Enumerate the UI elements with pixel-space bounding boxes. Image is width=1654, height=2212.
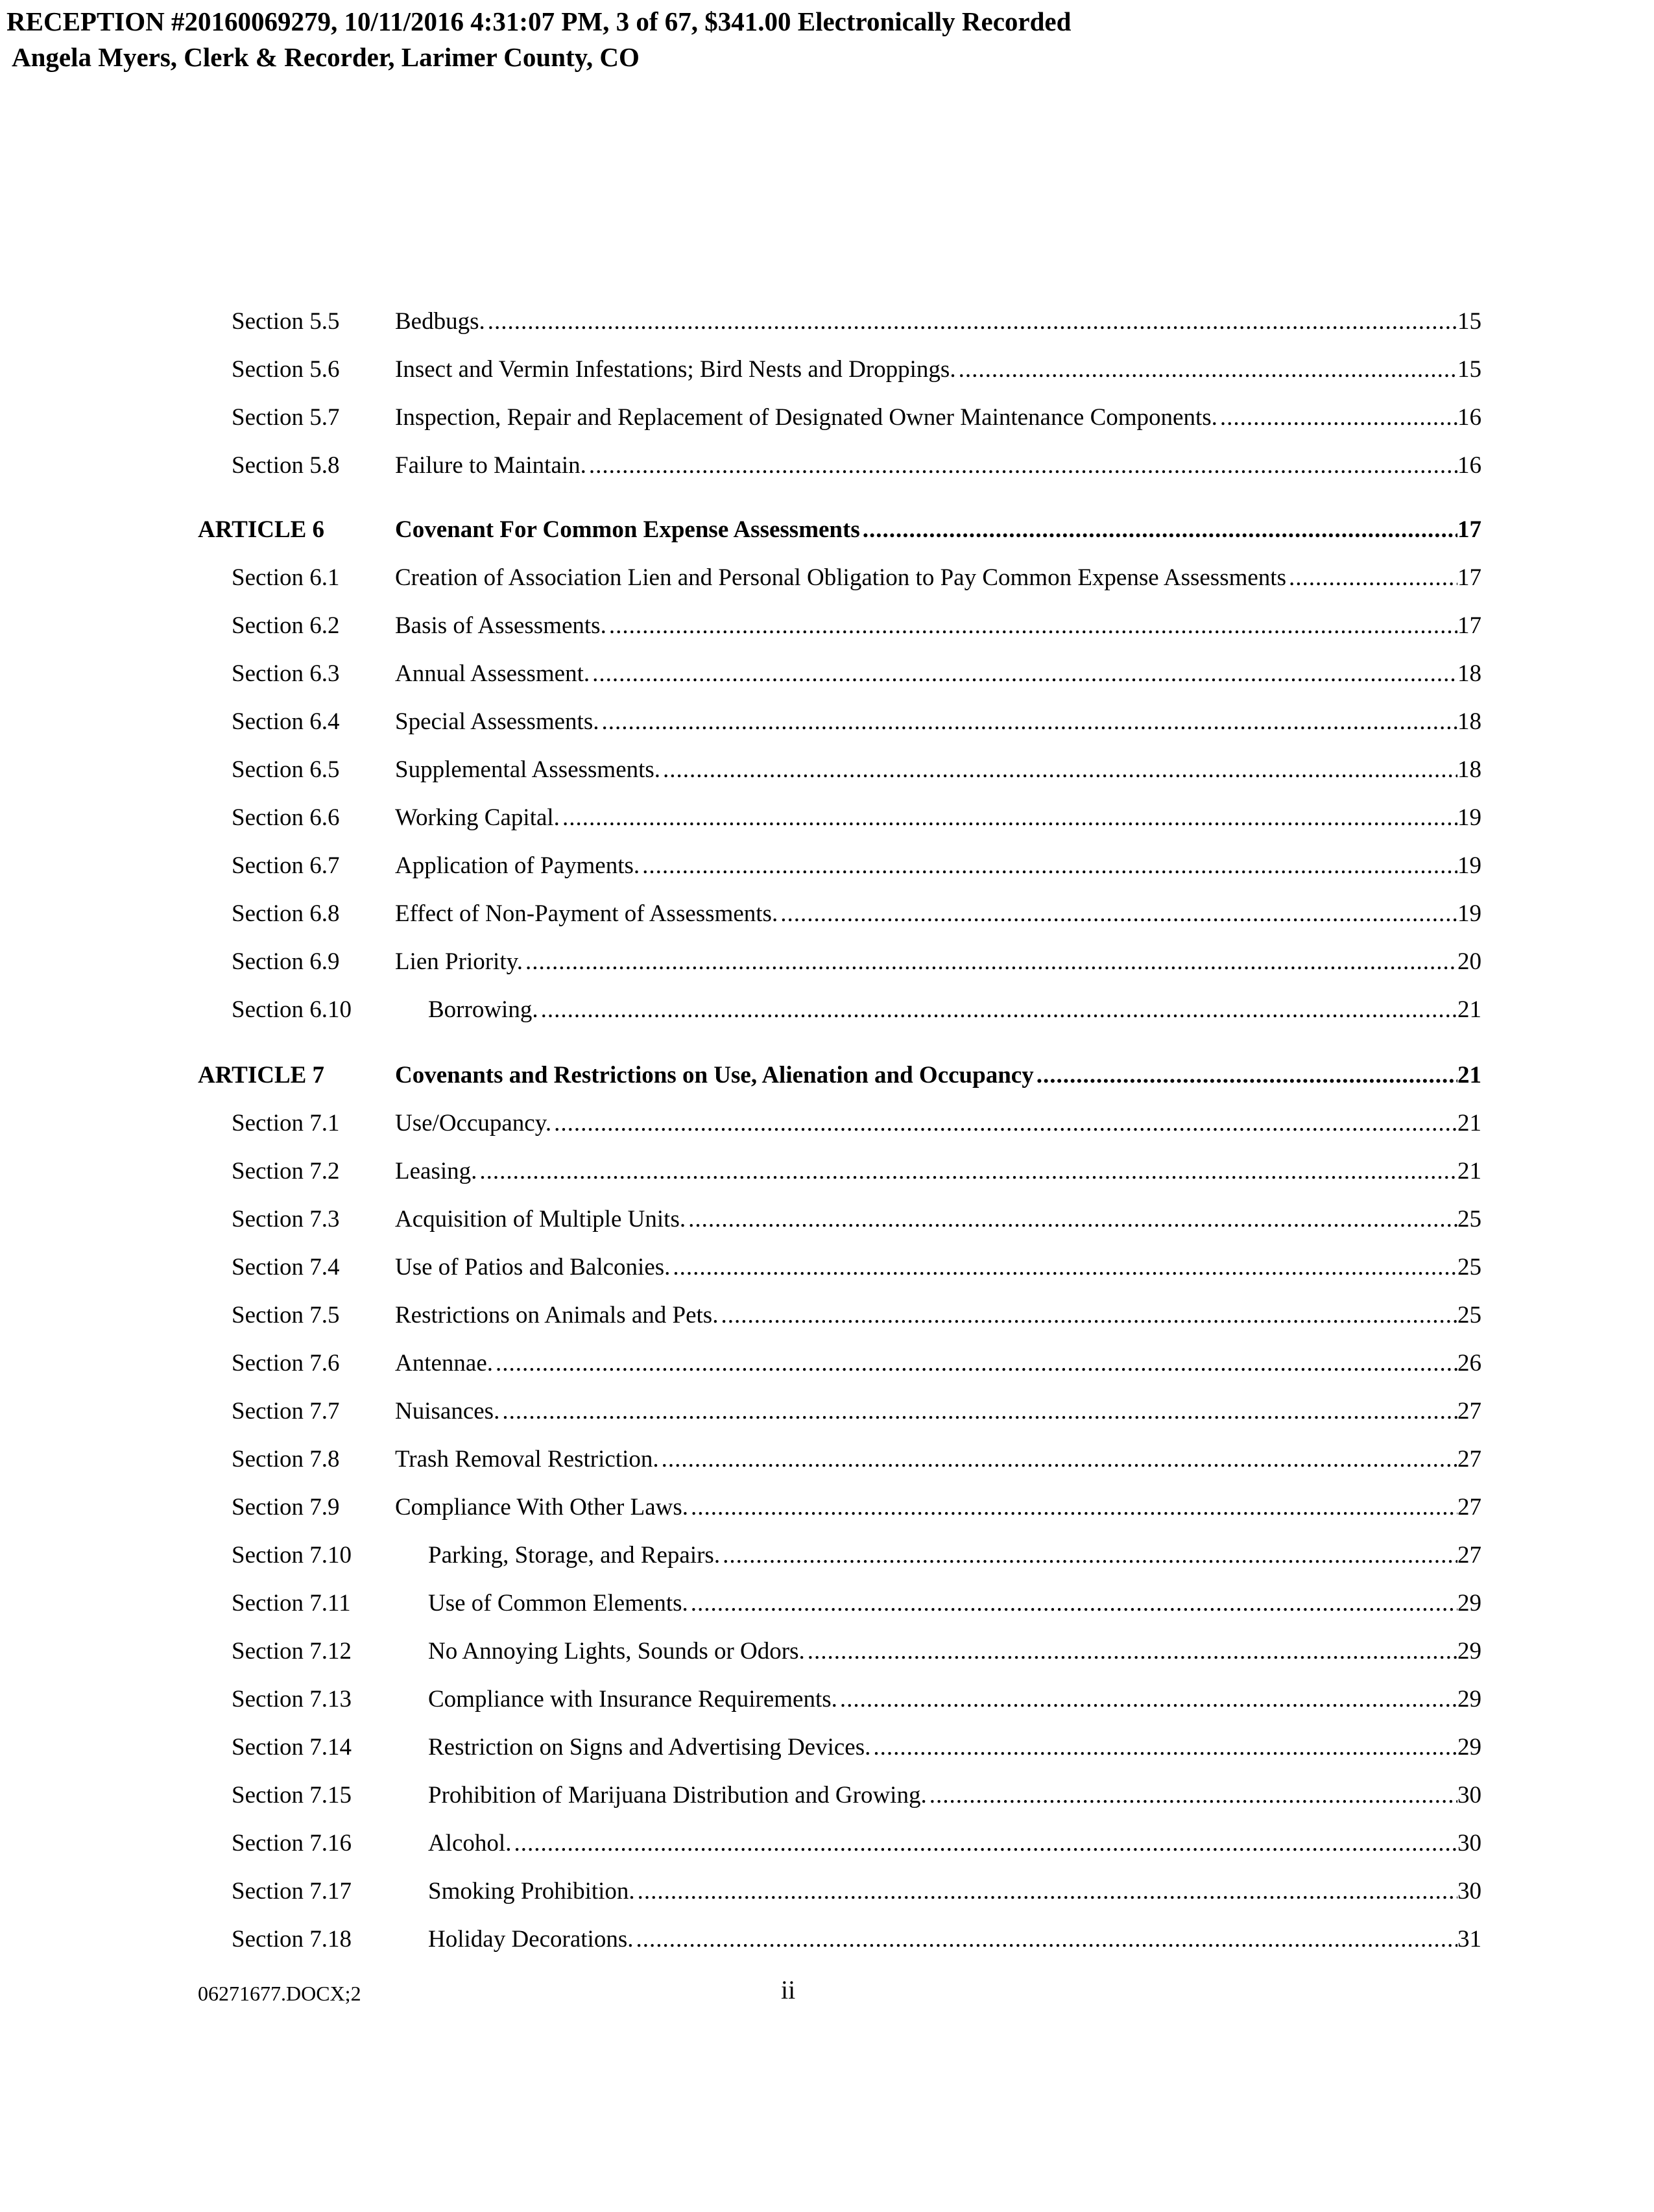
toc-entry: [0, 1873, 1654, 1910]
toc-entry: [0, 352, 1654, 388]
dot-leader: [560, 800, 1457, 836]
toc-entry-number: Section 6.7: [232, 852, 340, 879]
toc-entry-page: 16: [1457, 404, 1481, 431]
recording-stamp-line-2: Angela Myers, Clerk & Recorder, Larimer County, CO: [12, 42, 640, 72]
toc-entry-number: Section 6.3: [232, 660, 340, 687]
toc-entry-page: 25: [1457, 1206, 1481, 1232]
page-number: ii: [781, 1975, 796, 2004]
toc-entry-title: Annual Assessment.: [395, 660, 590, 687]
toc-entry-page: 27: [1457, 1446, 1481, 1473]
toc-entry: [0, 1489, 1654, 1526]
toc-entry-number: Section 7.10: [232, 1542, 352, 1569]
toc-entry: [0, 1585, 1654, 1622]
toc-entry: [0, 1825, 1654, 1862]
dot-leader: [686, 1201, 1457, 1238]
toc-entry-page: 29: [1457, 1638, 1481, 1665]
toc-entry-page: 18: [1457, 660, 1481, 687]
toc-article-number: ARTICLE 7: [198, 1062, 325, 1088]
toc-entry-number: Section 7.3: [232, 1206, 340, 1232]
toc-article-page: 17: [1457, 516, 1481, 543]
toc-entry-page: 30: [1457, 1830, 1481, 1857]
toc-entry-page: 25: [1457, 1302, 1481, 1328]
toc-entry-number: Section 7.6: [232, 1350, 340, 1376]
dot-leader: [805, 1633, 1457, 1670]
dot-leader: [1217, 400, 1457, 436]
toc-entry-title: Bedbugs.: [395, 308, 485, 335]
toc-entry: [0, 1633, 1654, 1670]
toc-entry-number: Section 7.17: [232, 1878, 352, 1905]
toc-entry-title: Application of Payments.: [395, 852, 640, 879]
dot-leader: [927, 1777, 1457, 1814]
toc-entry-title: Lien Priority.: [395, 948, 523, 975]
toc-entry-page: 29: [1457, 1734, 1481, 1761]
toc-entry-page: 29: [1457, 1686, 1481, 1713]
toc-entry-page: 18: [1457, 756, 1481, 783]
toc-entry: [0, 1297, 1654, 1334]
toc-entry-page: 19: [1457, 900, 1481, 927]
toc-entry-title: Use of Common Elements.: [428, 1590, 688, 1617]
toc-entry-number: Section 5.8: [232, 452, 340, 479]
toc-entry: [0, 608, 1654, 644]
dot-leader: [477, 1153, 1457, 1190]
toc-entry-title: Creation of Association Lien and Personal Obligation to Pay Common Expense Assessments: [395, 564, 1286, 591]
toc-article-title: Covenant For Common Expense Assessments: [395, 516, 860, 543]
toc-entry-title: Prohibition of Marijuana Distribution and Growing.: [428, 1782, 927, 1809]
toc-entry: [0, 448, 1654, 484]
toc-entry-title: Special Assessments.: [395, 708, 599, 735]
toc-entry-title: Use of Patios and Balconies.: [395, 1254, 671, 1280]
toc-entry-number: Section 7.5: [232, 1302, 340, 1328]
dot-leader: [1286, 560, 1457, 596]
toc-entry-page: 20: [1457, 948, 1481, 975]
toc-entry: [0, 1393, 1654, 1430]
dot-leader: [660, 752, 1457, 788]
dot-leader: [499, 1393, 1457, 1430]
dot-leader: [606, 608, 1457, 644]
toc-entry: [0, 1729, 1654, 1766]
toc-entry-page: 21: [1457, 1110, 1481, 1136]
dot-leader: [586, 448, 1457, 484]
toc-entry-page: 30: [1457, 1878, 1481, 1905]
toc-entry-number: Section 6.6: [232, 804, 340, 831]
toc-entry-title: Acquisition of Multiple Units.: [395, 1206, 686, 1232]
toc-entry-number: Section 5.6: [232, 356, 340, 383]
toc-entry-title: Nuisances.: [395, 1398, 500, 1425]
toc-entry-number: Section 6.4: [232, 708, 340, 735]
toc-article-heading: [0, 512, 1654, 548]
toc-entry-page: 18: [1457, 708, 1481, 735]
toc-entry-number: Section 5.7: [232, 404, 340, 431]
toc-entry-title: No Annoying Lights, Sounds or Odors.: [428, 1638, 805, 1665]
toc-entry-page: 19: [1457, 852, 1481, 879]
toc-entry-title: Compliance with Insurance Requirements.: [428, 1686, 837, 1713]
recording-stamp: [6, 4, 1071, 75]
toc-entry-page: 31: [1457, 1926, 1481, 1953]
dot-leader: [688, 1489, 1457, 1526]
dot-leader: [670, 1249, 1457, 1286]
dot-leader: [538, 992, 1457, 1028]
toc-entry: [0, 1777, 1654, 1814]
dot-leader: [485, 304, 1457, 340]
toc-entry-page: 26: [1457, 1350, 1481, 1376]
toc-entry-title: Parking, Storage, and Repairs.: [428, 1542, 721, 1569]
toc-entry-title: Failure to Maintain.: [395, 452, 586, 479]
toc-entry-title: Antennae.: [395, 1350, 494, 1376]
toc-entry-title: Insect and Vermin Infestations; Bird Nests and Droppings.: [395, 356, 956, 383]
toc-entry-number: Section 7.13: [232, 1686, 352, 1713]
toc-entry-page: 27: [1457, 1494, 1481, 1521]
dot-leader: [778, 896, 1457, 932]
toc-article-number: ARTICLE 6: [198, 516, 325, 543]
toc-entry-title: Restriction on Signs and Advertising Devices.: [428, 1734, 871, 1761]
toc-entry-title: Alcohol.: [428, 1830, 512, 1857]
toc-entry: [0, 848, 1654, 884]
toc-article-page: 21: [1457, 1062, 1481, 1088]
toc-entry: [0, 896, 1654, 932]
toc-entry-number: Section 7.15: [232, 1782, 352, 1809]
dot-leader: [870, 1729, 1457, 1766]
toc-entry-title: Inspection, Repair and Replacement of Designated Owner Maintenance Components.: [395, 404, 1217, 431]
toc-entry-title: Use/Occupancy.: [395, 1110, 552, 1136]
toc-entry-title: Restrictions on Animals and Pets.: [395, 1302, 719, 1328]
dot-leader: [1034, 1057, 1457, 1094]
toc-entry: [0, 400, 1654, 436]
toc-entry-page: 19: [1457, 804, 1481, 831]
toc-entry-title: Basis of Assessments.: [395, 612, 606, 639]
toc-entry-number: Section 7.1: [232, 1110, 340, 1136]
dot-leader: [633, 1921, 1457, 1958]
toc-entry: [0, 704, 1654, 740]
toc-entry: [0, 1537, 1654, 1574]
dot-leader: [659, 1441, 1457, 1478]
toc-entry-title: Smoking Prohibition.: [428, 1878, 635, 1905]
toc-entry-page: 15: [1457, 308, 1481, 335]
toc-entry-number: Section 6.5: [232, 756, 340, 783]
toc-article-title: Covenants and Restrictions on Use, Alienation and Occupancy: [395, 1062, 1034, 1088]
toc-entry: [0, 1921, 1654, 1958]
toc-entry-title: Working Capital.: [395, 804, 560, 831]
dot-leader: [837, 1681, 1457, 1718]
toc-entry: [0, 800, 1654, 836]
dot-leader: [640, 848, 1457, 884]
toc-entry-page: 17: [1457, 564, 1481, 591]
dot-leader: [635, 1873, 1457, 1910]
dot-leader: [599, 704, 1457, 740]
dot-leader: [718, 1297, 1457, 1334]
toc-entry: [0, 752, 1654, 788]
toc-entry-page: 29: [1457, 1590, 1481, 1617]
toc-entry-number: Section 5.5: [232, 308, 340, 335]
toc-entry-number: Section 7.7: [232, 1398, 340, 1425]
toc-entry-number: Section 6.9: [232, 948, 340, 975]
dot-leader: [551, 1105, 1457, 1142]
toc-entry-page: 30: [1457, 1782, 1481, 1809]
dot-leader: [590, 656, 1457, 692]
dot-leader: [523, 944, 1457, 980]
toc-entry: [0, 1201, 1654, 1238]
toc-entry-title: Supplemental Assessments.: [395, 756, 661, 783]
toc-entry-title: Borrowing.: [428, 996, 538, 1023]
toc-entry-page: 15: [1457, 356, 1481, 383]
toc-entry-page: 27: [1457, 1398, 1481, 1425]
toc-entry-number: Section 7.16: [232, 1830, 352, 1857]
toc-entry-number: Section 6.2: [232, 612, 340, 639]
dot-leader: [688, 1585, 1457, 1622]
toc-entry-page: 25: [1457, 1254, 1481, 1280]
toc-entry: [0, 1345, 1654, 1382]
toc-entry-number: Section 7.11: [232, 1590, 351, 1617]
toc-entry: [0, 1153, 1654, 1190]
dot-leader: [720, 1537, 1457, 1574]
toc-entry-title: Holiday Decorations.: [428, 1926, 634, 1953]
toc-entry-page: 27: [1457, 1542, 1481, 1569]
toc-entry-page: 17: [1457, 612, 1481, 639]
dot-leader: [860, 512, 1457, 548]
toc-entry-number: Section 7.2: [232, 1158, 340, 1184]
toc-article-heading: [0, 1057, 1654, 1094]
toc-entry: [0, 944, 1654, 980]
dot-leader: [956, 352, 1457, 388]
toc-entry: [0, 992, 1654, 1028]
toc-entry-title: Compliance With Other Laws.: [395, 1494, 689, 1521]
toc-entry: [0, 1441, 1654, 1478]
toc-entry: [0, 304, 1654, 340]
toc-entry-number: Section 7.9: [232, 1494, 340, 1521]
toc-entry: [0, 1681, 1654, 1718]
toc-entry-number: Section 6.1: [232, 564, 340, 591]
toc-entry-page: 16: [1457, 452, 1481, 479]
toc-entry-number: Section 7.14: [232, 1734, 352, 1761]
toc-entry-number: Section 6.8: [232, 900, 340, 927]
toc-entry-number: Section 7.8: [232, 1446, 340, 1473]
toc-entry-page: 21: [1457, 996, 1481, 1023]
document-id: 06271677.DOCX;2: [198, 1982, 361, 2005]
toc-entry-page: 21: [1457, 1158, 1481, 1184]
toc-entry: [0, 656, 1654, 692]
toc-entry-number: Section 7.18: [232, 1926, 352, 1953]
toc-entry-title: Trash Removal Restriction.: [395, 1446, 659, 1473]
toc-entry: [0, 560, 1654, 596]
toc-entry-title: Leasing.: [395, 1158, 477, 1184]
toc-entry-number: Section 6.10: [232, 996, 352, 1023]
toc-entry: [0, 1249, 1654, 1286]
dot-leader: [493, 1345, 1457, 1382]
dot-leader: [511, 1825, 1457, 1862]
recording-stamp-line-1: RECEPTION #20160069279, 10/11/2016 4:31:07 PM, 3 of 67, $341.00 Electronically Recorded: [6, 6, 1072, 36]
toc-entry-number: Section 7.4: [232, 1254, 340, 1280]
toc-entry-number: Section 7.12: [232, 1638, 352, 1665]
toc-entry: [0, 1105, 1654, 1142]
toc-entry-title: Effect of Non-Payment of Assessments.: [395, 900, 778, 927]
